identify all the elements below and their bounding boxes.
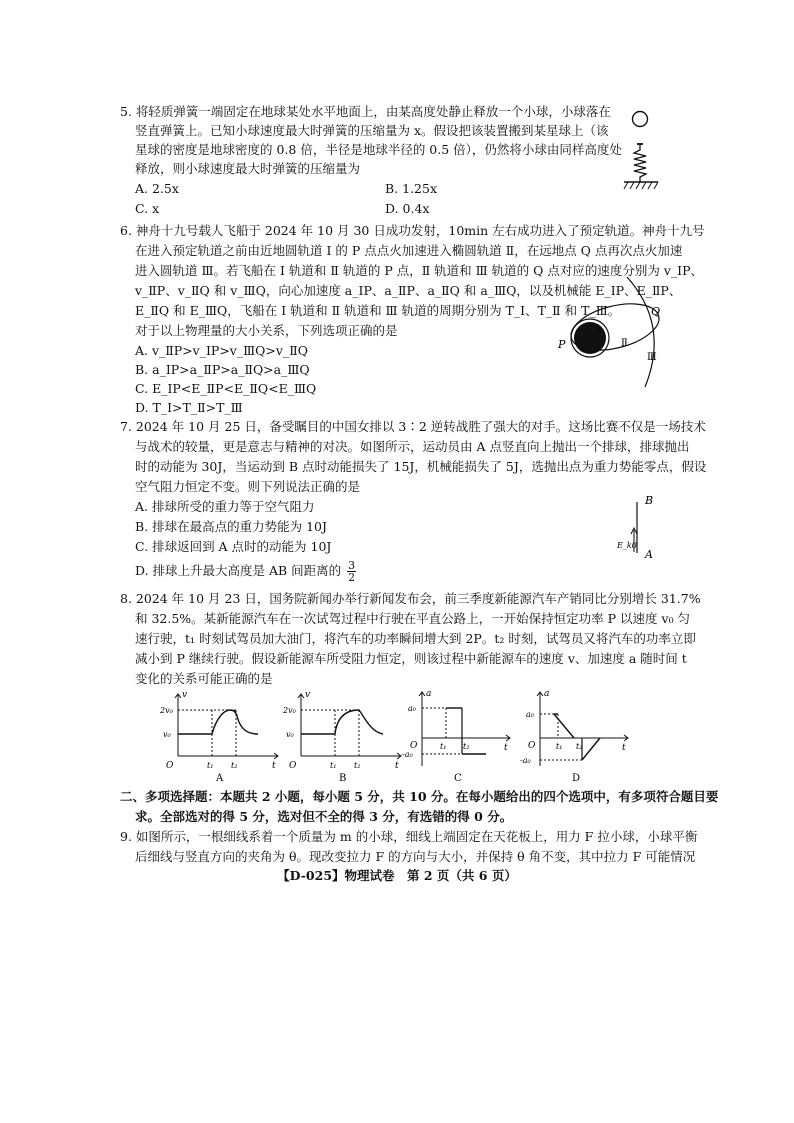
fraction-denominator: 2 (348, 571, 356, 584)
ek0-label: E_k0 (617, 541, 637, 550)
t2-label: t₂ (354, 761, 361, 770)
q7-line: 与战术的较量，更是意志与精神的对决。如图所示，运动员由 A 点竖直向上抛出一个排球，排球抛出 (135, 439, 690, 454)
ball-icon (633, 112, 648, 127)
orbit-3-label: Ⅲ (647, 352, 657, 363)
t2-label: t₂ (463, 742, 470, 751)
t2-label: t₂ (576, 742, 583, 751)
fraction (347, 560, 356, 583)
q6-line: 在进入预定轨道之前由近地圆轨道 Ⅰ 的 P 点点火加速进入椭圆轨道 Ⅱ，在远地点 Q 点再次点火加速 (135, 243, 683, 258)
orbit-1-label: Ⅰ (596, 324, 600, 335)
origin-label: O (166, 761, 174, 771)
y-label: v (305, 690, 311, 700)
graph-caption: A (216, 773, 224, 782)
graph-d (518, 688, 633, 782)
point-a-label: A (645, 548, 653, 561)
q6-line: 对于以上物理量的大小关系，下列选项正确的是 (135, 323, 398, 338)
hi-label: 2v₀ (283, 706, 296, 715)
section-2-line: 求。全部选对的得 5 分，选对但不全的得 3 分，有选错的得 0 分。 (135, 809, 513, 824)
spring-icon (634, 144, 646, 182)
graph-caption: D (572, 773, 581, 782)
lo-label: -a₀ (402, 750, 413, 759)
origin-label: O (528, 741, 536, 751)
hi-label: 2v₀ (160, 706, 173, 715)
graph-caption: B (339, 773, 347, 782)
q8-line: 变化的关系可能正确的是 (135, 671, 273, 686)
graph-caption: C (454, 773, 462, 782)
q5-line: 释放，则小球速度最大时弹簧的压缩量为 (135, 161, 361, 176)
hi-label: a₀ (526, 710, 534, 719)
curve-a (178, 710, 258, 734)
q7-option-d (135, 560, 356, 583)
q5-line: 5. 将轻质弹簧一端固定在地球某处水平地面上，由某高度处静止释放一个小球，小球落在 (120, 104, 611, 119)
q8-line: 减小到 P 继续行驶。假设新能源车所受阻力恒定，则该过程中新能源车的速度 v、加速度 a 随时间 t (135, 651, 687, 666)
q8-line: 8. 2024 年 10 月 23 日，国务院新闻办举行新闻发布会，前三季度新能源汽车产销同比分别增长 31.7% (120, 591, 701, 606)
q6-option-b: B. a_ⅠP>a_ⅡP>a_ⅡQ>a_ⅢQ (135, 362, 310, 377)
q5-option-b: B. 1.25x (385, 181, 438, 196)
lo-label: -a₀ (520, 756, 531, 765)
t1-label: t₁ (330, 761, 337, 770)
t1-label: t₁ (207, 761, 214, 770)
q7-option-c: C. 排球返回到 A 点时的动能为 10J (135, 539, 332, 554)
section-2-line: 二、多项选择题：本题共 2 小题，每小题 5 分，共 10 分。在每小题给出的四个选项中，有多项符合题目要 (120, 789, 719, 804)
orbit-2-label: Ⅱ (621, 338, 628, 349)
q8-line: 和 32.5%。某新能源汽车在一次试驾过程中行驶在平直公路上，一开始保持恒定功率 P 以速度 v₀ 匀 (135, 611, 691, 626)
fraction-numerator: 3 (348, 559, 356, 572)
q7-option-b: B. 排球在最高点的重力势能为 10J (135, 519, 328, 534)
q5-option-a: A. 2.5x (135, 181, 179, 196)
spring-figure (620, 104, 670, 194)
t1-label: t₁ (440, 742, 447, 751)
t-label: t (272, 761, 276, 771)
page-footer: 【D-025】物理试卷 第 2 页（共 6 页） (277, 868, 517, 883)
q7-option-a: A. 排球所受的重力等于空气阻力 (135, 499, 315, 514)
q8-line: 速行驶，t₁ 时刻试驾员加大油门，将汽车的功率瞬间增大到 2P。t₂ 时刻，试驾员又将汽车的功率立即 (135, 631, 696, 646)
ball-throw-figure (615, 490, 665, 565)
q6-line: E_ⅡQ 和 E_ⅢQ，飞船在 Ⅰ 轨道和 Ⅱ 轨道和 Ⅲ 轨道的周期分别为 T_Ⅰ、T_Ⅱ 和 T_Ⅲ。 (135, 303, 621, 318)
origin-label: O (410, 741, 418, 751)
y-label: a (544, 689, 550, 699)
point-p-label: P (558, 338, 566, 351)
q7-option-d-text: D. 排球上升最大高度是 AB 间距离的 (135, 563, 342, 578)
graph-c (400, 688, 515, 782)
lo-label: v₀ (286, 730, 294, 739)
q5-line: 星球的密度是地球密度的 0.8 倍，半径是地球半径的 0.5 倍），仍然将小球由同样高度处 (135, 142, 622, 157)
q5-option-d: D. 0.4x (385, 201, 430, 216)
q6-option-a: A. v_ⅡP>v_ⅠP>v_ⅢQ>v_ⅡQ (135, 343, 308, 358)
curve-d (582, 738, 600, 760)
graph-b (283, 688, 405, 782)
t-label: t (622, 743, 626, 753)
q9-line: 9. 如图所示，一根细线系着一个质量为 m 的小球，细线上端固定在天花板上，用力 F 拉小球，小球平衡 (120, 829, 698, 844)
q6-line: 6. 神舟十九号载人飞船于 2024 年 10 月 30 日成功发射，10min 左右成功进入了预定轨道。神舟十九号 (120, 223, 705, 238)
t-label: t (504, 743, 508, 753)
q6-line: 进入圆轨道 Ⅲ。若飞船在 Ⅰ 轨道和 Ⅱ 轨道的 P 点，Ⅱ 轨道和 Ⅲ 轨道的 Q 点对应的速度分别为 v_ⅠP、 (135, 263, 704, 278)
curve-b (301, 710, 383, 734)
y-label: a (426, 689, 432, 699)
q7-line: 时的动能为 30J，当运动到 B 点时动能损失了 15J，机械能损失了 5J，选抛出点为重力势能零点，假设 (135, 459, 707, 474)
hi-label: a₀ (408, 704, 416, 713)
t1-label: t₁ (556, 742, 563, 751)
orbit-3 (627, 277, 654, 387)
q6-option-c: C. E_ⅠP<E_ⅡP<E_ⅡQ<E_ⅢQ (135, 381, 317, 396)
q5-line: 竖直弹簧上。已知小球速度最大时弹簧的压缩量为 x。假设把该装置搬到某星球上（该 (135, 123, 609, 138)
lo-label: v₀ (163, 730, 171, 739)
q5-option-c: C. x (135, 201, 160, 216)
t2-label: t₂ (231, 761, 238, 770)
q9-line: 后细线与竖直方向的夹角为 θ。现改变拉力 F 的方向与大小，并保持 θ 角不变，其中拉力 F 可能情况 (135, 849, 696, 864)
q7-line: 空气阻力恒定不变。则下列说法正确的是 (135, 479, 361, 494)
q7-line: 7. 2024 年 10 月 25 日，备受瞩目的中国女排以 3∶2 逆转战胜了强大的对手。这场比赛不仅是一场技术 (120, 419, 706, 434)
t-label: t (395, 761, 399, 771)
y-label: v (182, 690, 188, 700)
q6-option-d: D. T_Ⅰ>T_Ⅱ>T_Ⅲ (135, 400, 243, 415)
q6-line: v_ⅡP、v_ⅡQ 和 v_ⅢQ，向心加速度 a_ⅠP、a_ⅡP、a_ⅡQ 和 a_ⅢQ，以及机械能 E_ⅠP、E_ⅡP、 (135, 283, 682, 298)
orbit-figure (555, 275, 665, 395)
origin-label: O (289, 761, 297, 771)
point-b-label: B (645, 494, 654, 507)
graph-a (160, 688, 282, 782)
point-q-label: Q (651, 305, 661, 318)
